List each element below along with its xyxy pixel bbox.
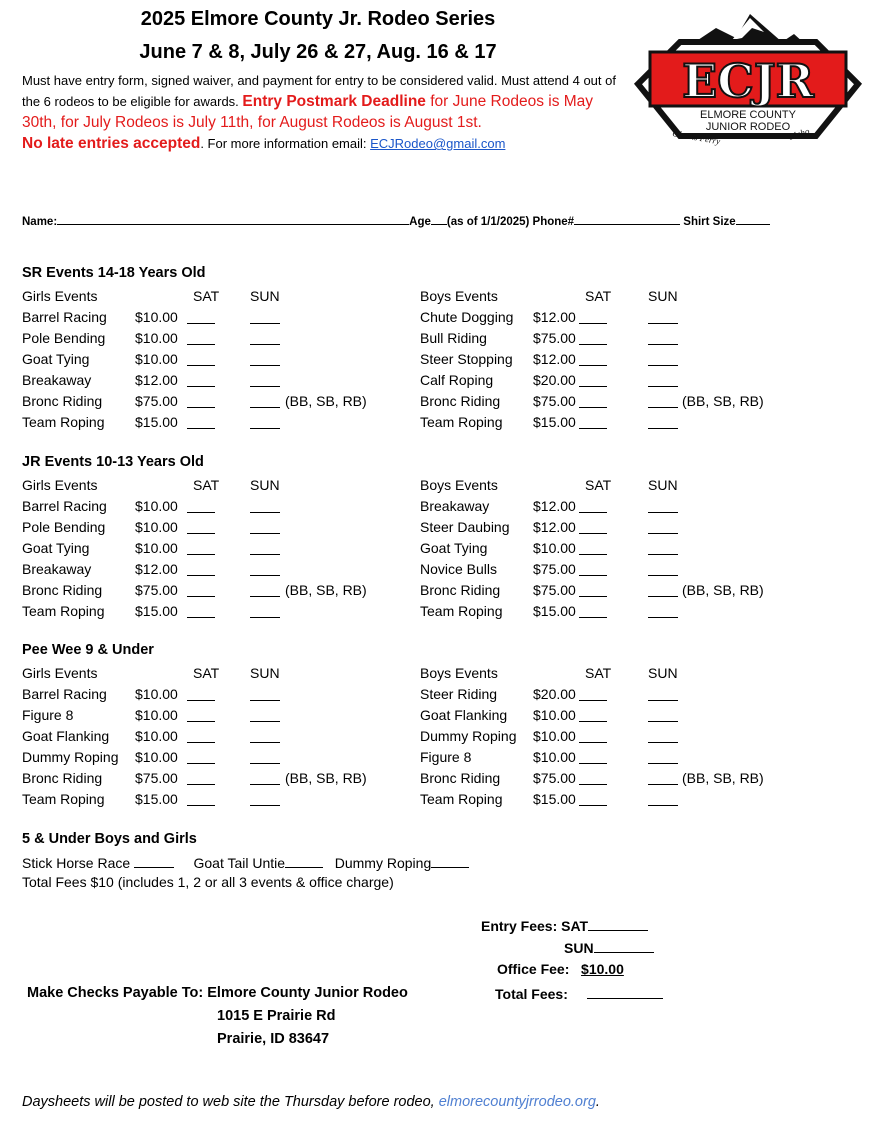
event-row: [0, 726, 888, 746]
sun-entry-field[interactable]: [648, 330, 678, 345]
event-row: [0, 349, 888, 369]
event-price: $10.00: [533, 540, 576, 556]
event-name: Calf Roping: [420, 372, 494, 388]
event-price: $12.00: [533, 351, 576, 367]
sun-column-header: SUN: [648, 288, 678, 304]
event-price: $10.00: [135, 749, 178, 765]
sat-entry-field[interactable]: [579, 351, 607, 366]
total-fees-row: [495, 984, 663, 1002]
event-name: Barrel Racing: [22, 309, 107, 325]
event-row: [0, 768, 888, 788]
sun-entry-field[interactable]: [648, 414, 678, 429]
boys-events-header-row: [0, 663, 888, 683]
event-name: Pole Bending: [22, 519, 106, 535]
event-row: [0, 705, 888, 725]
event-price: $12.00: [533, 498, 576, 514]
event-price: $75.00: [135, 582, 178, 598]
event-price: $10.00: [533, 728, 576, 744]
event-price: $15.00: [533, 603, 576, 619]
entry-fees-row: [481, 916, 648, 934]
event-price: $15.00: [135, 414, 178, 430]
logo-line-2: JUNIOR RODEO: [705, 121, 791, 133]
sun-entry-field[interactable]: [648, 582, 678, 597]
event-name: Team Roping: [420, 603, 503, 619]
event-price: $15.00: [533, 791, 576, 807]
event-price: $10.00: [135, 540, 178, 556]
sun-entry-field[interactable]: [648, 309, 678, 324]
shirt-size-label: Shirt Size: [683, 216, 736, 228]
boys-events-header: Boys Events: [420, 288, 498, 304]
event-row: [0, 328, 888, 348]
entrant-info-row: [22, 210, 770, 228]
section-heading: SR Events 14-18 Years Old: [22, 265, 206, 281]
sat-entry-field[interactable]: [579, 561, 607, 576]
age-note: (as of 1/1/2025) Phone#: [446, 216, 575, 228]
sun-entry-field[interactable]: [648, 728, 678, 743]
event-price: $75.00: [135, 393, 178, 409]
sun-entry-field[interactable]: [648, 498, 678, 513]
bronc-type-note: (BB, SB, RB): [285, 582, 367, 598]
event-price: $10.00: [533, 749, 576, 765]
title-line-2: June 7 & 8, July 26 & 27, Aug. 16 & 17: [139, 41, 497, 63]
event-price: $75.00: [533, 582, 576, 598]
event-name: Bronc Riding: [420, 582, 501, 598]
sun-entry-field[interactable]: [648, 791, 678, 806]
event-price: $75.00: [533, 770, 576, 786]
sat-entry-field[interactable]: [579, 707, 607, 722]
event-price: $75.00: [533, 393, 576, 409]
event-price: $15.00: [135, 603, 178, 619]
event-name: Bronc Riding: [420, 393, 501, 409]
sun-entry-field[interactable]: [648, 603, 678, 618]
event-price: $10.00: [135, 498, 178, 514]
event-name: Steer Riding: [420, 686, 498, 702]
sun-entry-field[interactable]: [648, 561, 678, 576]
event-price: $10.00: [135, 330, 178, 346]
event-row: [0, 412, 888, 432]
event-name: Barrel Racing: [22, 498, 107, 514]
total-fees-label: Total Fees:: [495, 986, 568, 1002]
intro-text: Must have entry form, signed waiver, and payment for entry to be considered valid. Must attend 4 out of the 6 rodeos to be eligible for awards.: [22, 73, 616, 109]
event-price: $10.00: [135, 309, 178, 325]
event-row: [0, 789, 888, 809]
event-row: [0, 538, 888, 558]
event-row: [0, 370, 888, 390]
sat-entry-field[interactable]: [579, 414, 607, 429]
bronc-type-note: (BB, SB, RB): [285, 770, 367, 786]
logo-left-town: Glenns Ferry: [671, 128, 721, 147]
section-heading: JR Events 10-13 Years Old: [22, 454, 204, 470]
sat-entry-field[interactable]: [579, 603, 607, 618]
intro-paragraph: [22, 70, 622, 154]
event-price: $10.00: [135, 707, 178, 723]
event-name: Dummy Roping: [420, 728, 517, 744]
event-name: Team Roping: [420, 414, 503, 430]
goat-tail-untie-label: Goat Tail Untie: [193, 855, 286, 871]
bronc-type-note: (BB, SB, RB): [682, 393, 764, 409]
payment-address-line-1: 1015 E Prairie Rd: [217, 1008, 336, 1024]
logo-graphic: [632, 12, 864, 152]
logo-right-town: Idaho: [787, 125, 811, 142]
shirt-size-field[interactable]: [736, 210, 770, 225]
age-field[interactable]: [431, 210, 447, 225]
event-name: Goat Tying: [420, 540, 488, 556]
name-label: Name:: [22, 216, 58, 228]
five-under-events: [22, 853, 469, 871]
event-row: [0, 601, 888, 621]
event-name: Team Roping: [22, 414, 105, 430]
sun-column-header: SUN: [250, 665, 280, 681]
no-late-text: No late entries accepted: [22, 135, 201, 152]
stick-horse-race-label: Stick Horse Race: [22, 855, 131, 871]
sun-entry-field[interactable]: [648, 770, 678, 785]
office-fee-row: [497, 961, 624, 977]
section-heading: Pee Wee 9 & Under: [22, 642, 154, 658]
event-row: [0, 496, 888, 516]
sun-column-header: SUN: [250, 477, 280, 493]
sat-column-header: SAT: [585, 665, 612, 681]
event-row: [0, 307, 888, 327]
five-under-heading: 5 & Under Boys and Girls: [22, 831, 197, 847]
sat-entry-field[interactable]: [579, 686, 607, 701]
sat-entry-field[interactable]: [579, 309, 607, 324]
logo-line-1: ELMORE COUNTY: [700, 109, 796, 121]
event-name: Bull Riding: [420, 330, 487, 346]
event-name: Steer Stopping: [420, 351, 513, 367]
sat-column-header: SAT: [585, 477, 612, 493]
event-name: Team Roping: [420, 791, 503, 807]
sun-entry-field[interactable]: [648, 686, 678, 701]
event-price: $15.00: [135, 791, 178, 807]
event-name: Bronc Riding: [22, 582, 103, 598]
boys-events-header: Boys Events: [420, 477, 498, 493]
bronc-type-note: (BB, SB, RB): [285, 393, 367, 409]
event-name: Steer Daubing: [420, 519, 510, 535]
goat-tail-untie-field[interactable]: [285, 853, 323, 868]
website-link[interactable]: elmorecountyjrrodeo.org: [438, 1094, 596, 1110]
bronc-type-note: (BB, SB, RB): [682, 770, 764, 786]
event-price: $10.00: [135, 728, 178, 744]
event-name: Novice Bulls: [420, 561, 498, 577]
event-name: Team Roping: [22, 791, 105, 807]
event-name: Breakaway: [420, 498, 490, 514]
logo-letters: ECJR: [682, 54, 814, 108]
sun-column-header: SUN: [250, 288, 280, 304]
age-label: Age: [409, 216, 431, 228]
deadline-label: Entry Postmark Deadline: [242, 93, 426, 110]
office-fee-value: $10.00: [581, 961, 624, 977]
event-name: Figure 8: [420, 749, 472, 765]
event-row: [0, 559, 888, 579]
sun-entry-field[interactable]: [648, 540, 678, 555]
event-row: [0, 684, 888, 704]
name-field[interactable]: [57, 210, 409, 225]
entry-fees-sat-field[interactable]: [588, 916, 648, 931]
event-name: Dummy Roping: [22, 749, 119, 765]
event-price: $75.00: [533, 330, 576, 346]
total-fees-field[interactable]: [587, 984, 663, 999]
ecjr-logo: [632, 12, 864, 152]
sat-entry-field[interactable]: [579, 791, 607, 806]
event-name: Chute Dogging: [420, 309, 514, 325]
more-info-text: . For more information email:: [200, 136, 371, 151]
sun-column-header: SUN: [648, 665, 678, 681]
event-name: Figure 8: [22, 707, 74, 723]
event-price: $75.00: [533, 561, 576, 577]
event-price: $75.00: [135, 770, 178, 786]
event-row: [0, 580, 888, 600]
event-name: Breakaway: [22, 372, 92, 388]
sun-entry-field[interactable]: [648, 372, 678, 387]
boys-events-header-row: [0, 475, 888, 495]
girls-events-header: Girls Events: [22, 288, 98, 304]
sun-fees-row: [564, 938, 654, 956]
footer-text: Daysheets will be posted to web site the Thursday before rodeo,: [22, 1094, 439, 1110]
girls-events-header: Girls Events: [22, 665, 98, 681]
sat-column-header: SAT: [193, 477, 220, 493]
event-price: $20.00: [533, 686, 576, 702]
sun-entry-field[interactable]: [648, 707, 678, 722]
event-name: Bronc Riding: [420, 770, 501, 786]
footer-end: .: [595, 1094, 600, 1110]
email-link[interactable]: ECJRodeo@gmail.com: [370, 136, 506, 151]
payment-address-line-2: Prairie, ID 83647: [217, 1031, 330, 1047]
event-row: [0, 391, 888, 411]
sat-column-header: SAT: [193, 665, 220, 681]
sat-entry-field[interactable]: [579, 749, 607, 764]
office-fee-label: Office Fee:: [497, 961, 570, 977]
event-row: [0, 747, 888, 767]
sun-entry-field[interactable]: [648, 519, 678, 534]
dummy-roping-field[interactable]: [431, 853, 469, 868]
deadline-text: for June Rodeos is May 30th, for July Rodeos is July 11th, for August Rodeos is August 1st.: [22, 93, 594, 131]
event-name: Barrel Racing: [22, 686, 107, 702]
sat-entry-field[interactable]: [579, 728, 607, 743]
sun-entry-field[interactable]: [648, 351, 678, 366]
five-under-fees-note: Total Fees $10 (includes 1, 2 or all 3 events & office charge): [22, 874, 394, 890]
event-name: Goat Flanking: [22, 728, 110, 744]
event-name: Goat Tying: [22, 540, 90, 556]
event-price: $20.00: [533, 372, 576, 388]
sun-fees-label: SUN: [564, 940, 594, 956]
dummy-roping-label: Dummy Roping: [334, 855, 432, 871]
sun-entry-field[interactable]: [648, 393, 678, 408]
event-name: Goat Tying: [22, 351, 90, 367]
event-name: Goat Flanking: [420, 707, 508, 723]
payable-to: Make Checks Payable To: Elmore County Junior Rodeo: [27, 985, 408, 1001]
phone-field[interactable]: [574, 210, 680, 225]
sat-entry-field[interactable]: [579, 582, 607, 597]
event-price: $12.00: [533, 519, 576, 535]
event-price: $10.00: [135, 351, 178, 367]
girls-events-header: Girls Events: [22, 477, 98, 493]
sat-entry-field[interactable]: [579, 393, 607, 408]
entry-fees-sun-field[interactable]: [594, 938, 654, 953]
sat-entry-field[interactable]: [579, 498, 607, 513]
event-price: $12.00: [135, 372, 178, 388]
event-row: [0, 517, 888, 537]
sun-entry-field[interactable]: [648, 749, 678, 764]
boys-events-header-row: [0, 286, 888, 306]
event-name: Bronc Riding: [22, 770, 103, 786]
sat-column-header: SAT: [585, 288, 612, 304]
event-price: $10.00: [135, 519, 178, 535]
boys-events-header: Boys Events: [420, 665, 498, 681]
event-name: Breakaway: [22, 561, 92, 577]
event-name: Bronc Riding: [22, 393, 103, 409]
event-price: $12.00: [533, 309, 576, 325]
title-line-1: 2025 Elmore County Jr. Rodeo Series: [140, 8, 496, 30]
event-price: $10.00: [533, 707, 576, 723]
entry-fees-label: Entry Fees: SAT: [481, 918, 589, 934]
sat-entry-field[interactable]: [579, 519, 607, 534]
event-price: $12.00: [135, 561, 178, 577]
event-price: $15.00: [533, 414, 576, 430]
footer-note: [22, 1094, 600, 1110]
sat-entry-field[interactable]: [579, 372, 607, 387]
event-name: Team Roping: [22, 603, 105, 619]
bronc-type-note: (BB, SB, RB): [682, 582, 764, 598]
sat-column-header: SAT: [193, 288, 220, 304]
sat-entry-field[interactable]: [579, 330, 607, 345]
event-price: $10.00: [135, 686, 178, 702]
event-name: Pole Bending: [22, 330, 106, 346]
stick-horse-race-field[interactable]: [134, 853, 174, 868]
sat-entry-field[interactable]: [579, 540, 607, 555]
sat-entry-field[interactable]: [579, 770, 607, 785]
sun-column-header: SUN: [648, 477, 678, 493]
